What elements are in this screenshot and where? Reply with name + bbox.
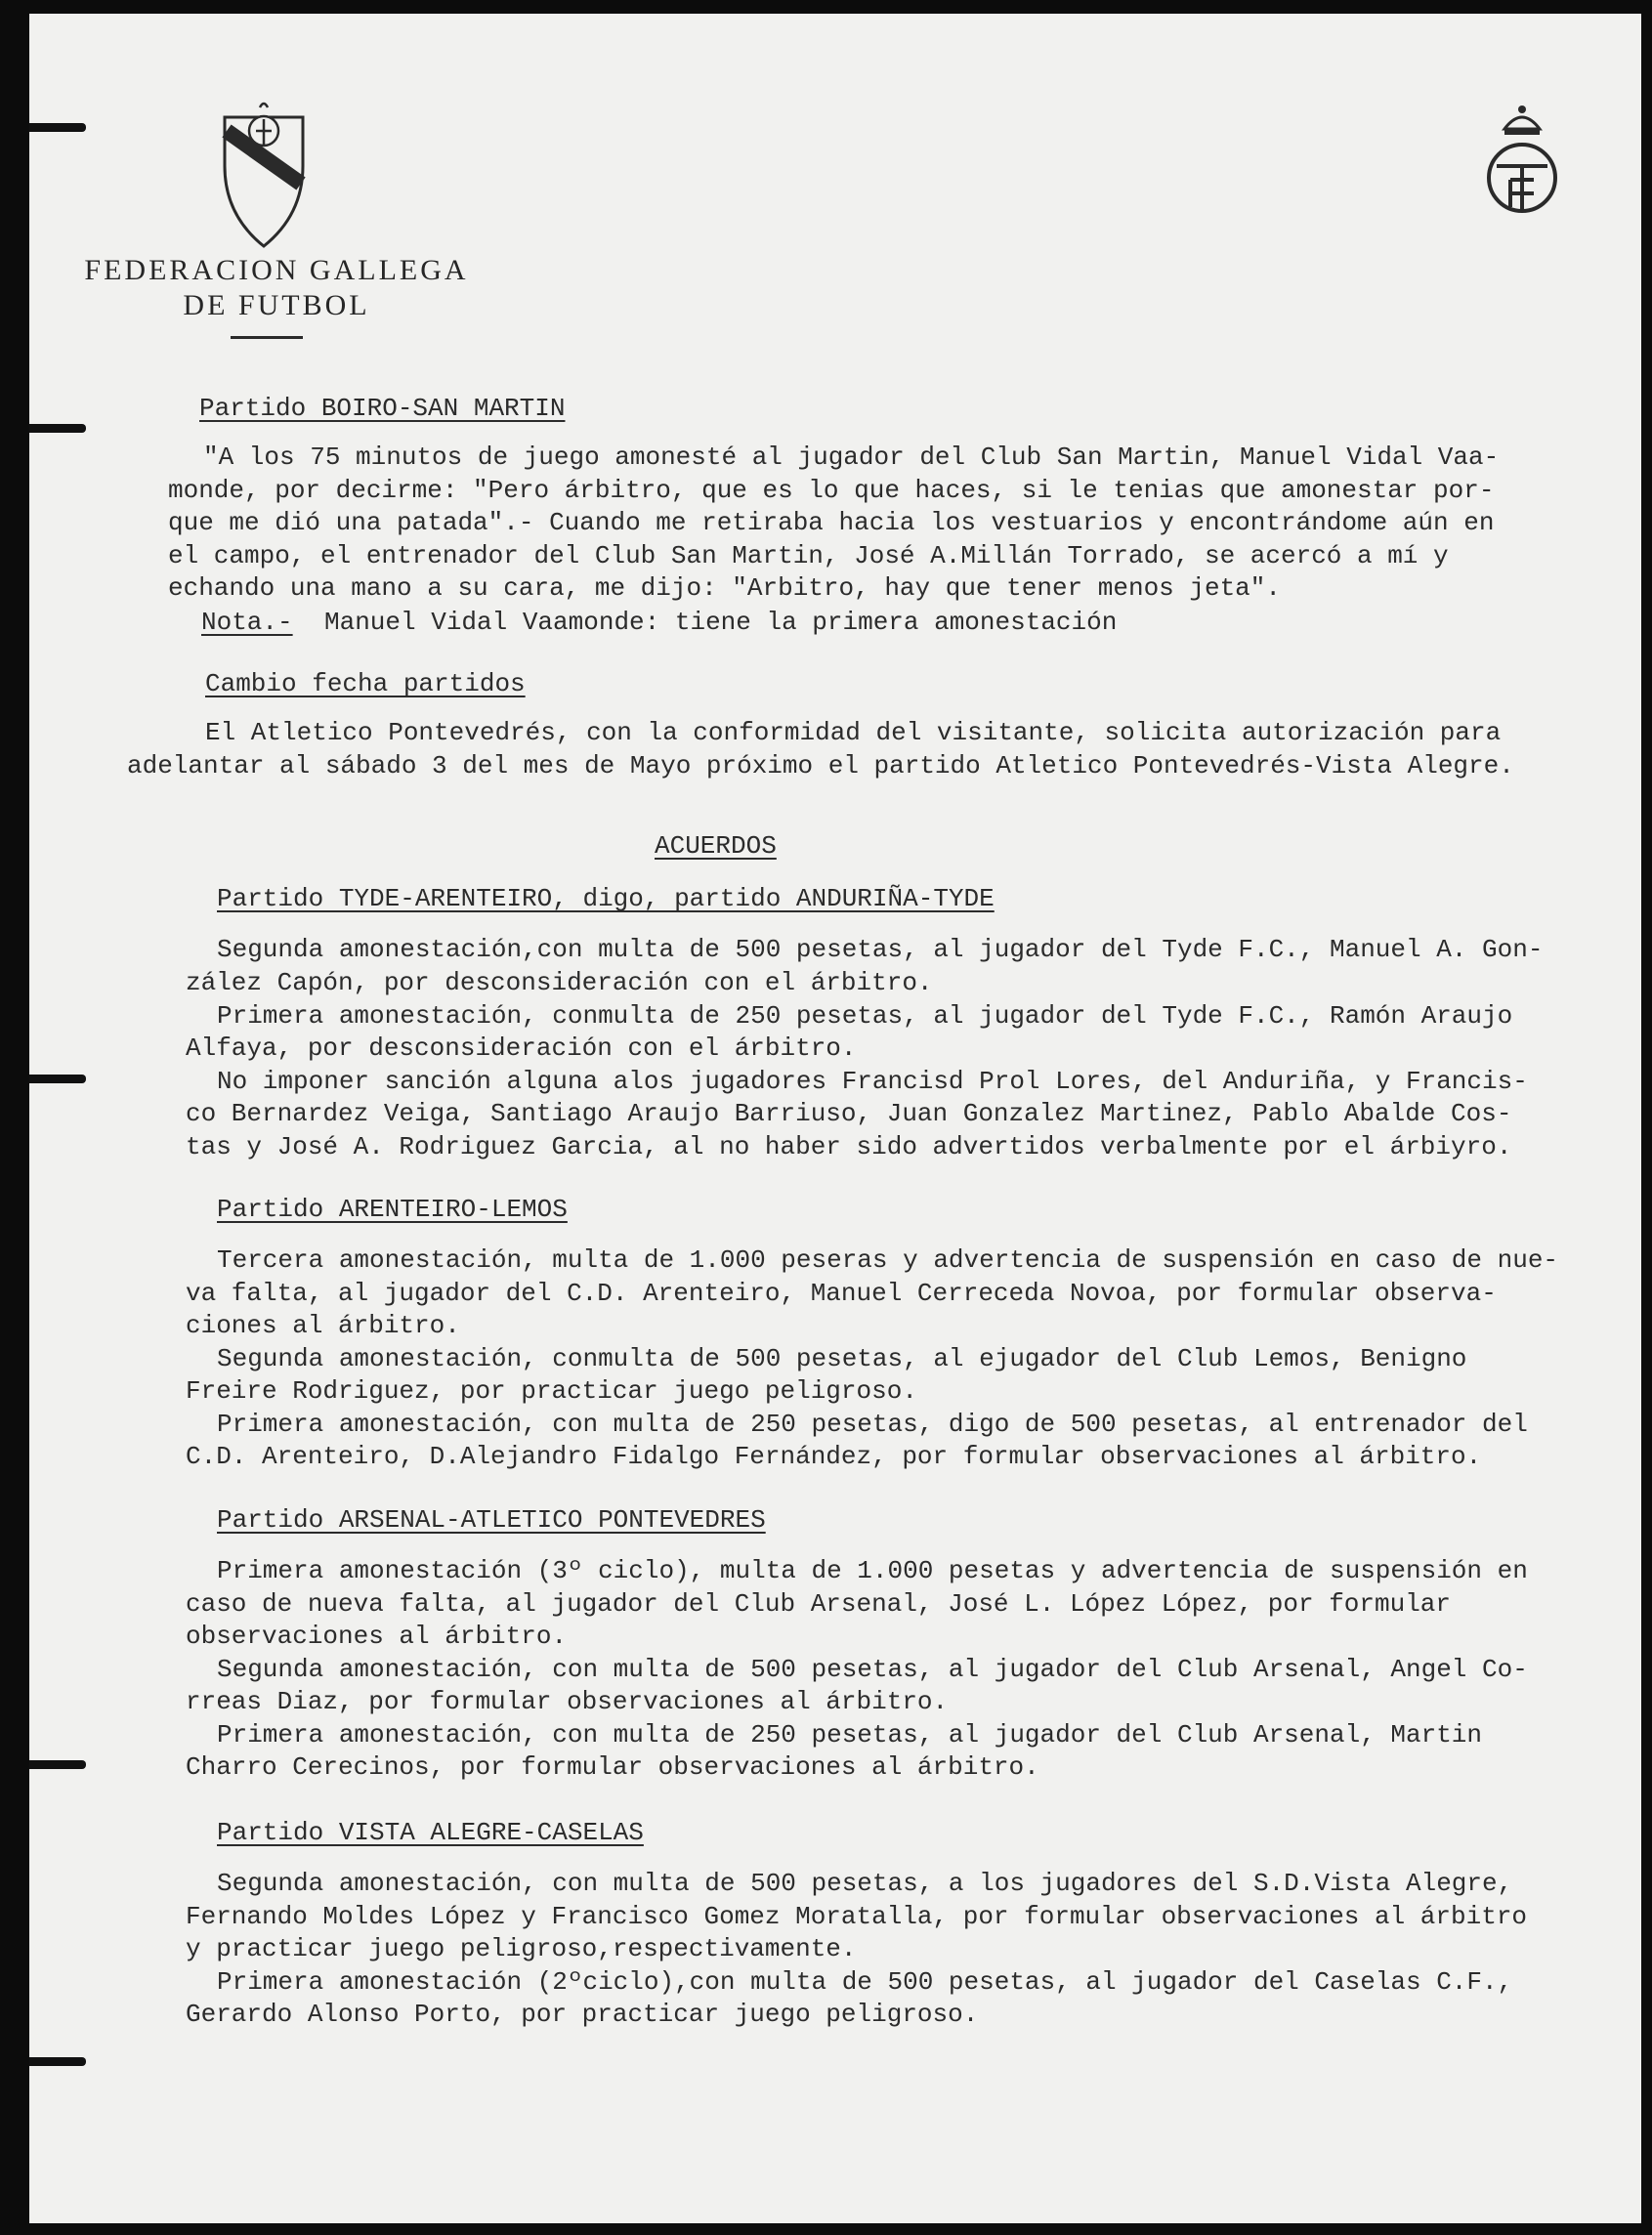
andurina-line: co Bernardez Veiga, Santiago Araujo Barriuso, Juan Gonzalez Martinez, Pablo Abalde Cos- (186, 1099, 1512, 1128)
boiro-line: echando una mano a su cara, me dijo: "Arbitro, hay que tener menos jeta". (168, 573, 1281, 603)
org-name-line2: DE FUTBOL (183, 289, 370, 321)
note-label: Nota.- (201, 608, 293, 637)
vista-line: Primera amonestación (2ºciclo),con multa de 500 pesetas, al jugador del Caselas C.F., (217, 1967, 1513, 1997)
vista-line: Fernando Moldes López y Francisco Gomez Moratalla, por formular observaciones al árbitro (186, 1902, 1528, 1931)
arsenal-line: Primera amonestación, con multa de 250 pesetas, al jugador del Club Arsenal, Martin (217, 1720, 1483, 1750)
boiro-line: que me dió una patada".- Cuando me retiraba hacia los vestuarios y encontrándome aún en (168, 508, 1495, 537)
section-heading-vista-alegre: Partido VISTA ALEGRE-CASELAS (217, 1818, 644, 1847)
arenteiro-line: ciones al árbitro. (186, 1311, 460, 1340)
arenteiro-line: va falta, al jugador del C.D. Arenteiro, Manuel Cerreceda Novoa, por formular observa- (186, 1279, 1497, 1308)
note-text: Manuel Vidal Vaamonde: tiene la primera amonestación (324, 608, 1118, 637)
arenteiro-line: Freire Rodriguez, por practicar juego peligroso. (186, 1376, 917, 1406)
cambio-line: adelantar al sábado 3 del mes de Mayo próximo el partido Atletico Pontevedrés-Vista Alegre. (127, 751, 1514, 780)
boiro-line: el campo, el entrenador del Club San Martin, José A.Millán Torrado, se acercó a mí y (168, 541, 1449, 570)
section-heading-arsenal: Partido ARSENAL-ATLETICO PONTEVEDRES (217, 1505, 766, 1535)
section-heading-acuerdos: ACUERDOS (655, 831, 777, 861)
cambio-line: El Atletico Pontevedrés, con la conformidad del visitante, solicita autorización para (205, 718, 1502, 747)
document-body (29, 14, 1641, 2223)
vista-line: Segunda amonestación, con multa de 500 pesetas, a los jugadores del S.D.Vista Alegre, (217, 1869, 1513, 1898)
arsenal-line: Primera amonestación (3º ciclo), multa de 1.000 pesetas y advertencia de suspensión en (217, 1556, 1528, 1585)
arsenal-line: Segunda amonestación, con multa de 500 pesetas, al jugador del Club Arsenal, Angel Co- (217, 1655, 1528, 1684)
vista-line: Gerardo Alonso Porto, por practicar juego peligroso. (186, 2000, 979, 2029)
document-page (29, 14, 1641, 2223)
arenteiro-line: Segunda amonestación, conmulta de 500 pesetas, al ejugador del Club Lemos, Benigno (217, 1344, 1467, 1373)
boiro-line: "A los 75 minutos de juego amonesté al jugador del Club San Martin, Manuel Vidal Vaa- (203, 443, 1500, 472)
section-heading-arenteiro: Partido ARENTEIRO-LEMOS (217, 1195, 568, 1224)
andurina-line: zález Capón, por desconsideración con el árbitro. (186, 968, 933, 997)
arsenal-line: Charro Cerecinos, por formular observaciones al árbitro. (186, 1752, 1039, 1782)
arsenal-line: caso de nueva falta, al jugador del Club Arsenal, José L. López López, por formular (186, 1589, 1452, 1619)
arsenal-line: observaciones al árbitro. (186, 1622, 568, 1651)
andurina-line: Segunda amonestación,con multa de 500 pesetas, al jugador del Tyde F.C., Manuel A. Gon- (217, 935, 1544, 964)
boiro-line: monde, por decirme: "Pero árbitro, que es lo que haces, si le tenias que amonestar por- (168, 476, 1495, 505)
section-heading-cambio: Cambio fecha partidos (205, 669, 526, 698)
org-name-line1: FEDERACION GALLEGA (84, 254, 469, 286)
section-heading-andurina: Partido TYDE-ARENTEIRO, digo, partido ANDURIÑA-TYDE (217, 884, 995, 913)
arenteiro-line: Tercera amonestación, multa de 1.000 peseras y advertencia de suspensión en caso de nue- (217, 1245, 1559, 1275)
andurina-line: No imponer sanción alguna alos jugadores Francisd Prol Lores, del Anduriña, y Francis- (217, 1067, 1528, 1096)
vista-line: y practicar juego peligroso,respectivamente. (186, 1934, 857, 1963)
section-heading-boiro: Partido BOIRO-SAN MARTIN (199, 394, 566, 423)
arenteiro-line: Primera amonestación, con multa de 250 pesetas, digo de 500 pesetas, al entrenador del (217, 1410, 1528, 1439)
andurina-line: Alfaya, por desconsideración con el árbitro. (186, 1033, 857, 1063)
arenteiro-line: C.D. Arenteiro, D.Alejandro Fidalgo Fernández, por formular observaciones al árbitro. (186, 1442, 1482, 1471)
andurina-line: tas y José A. Rodriguez Garcia, al no haber sido advertidos verbalmente por el árbiyro. (186, 1132, 1512, 1161)
arsenal-line: rreas Diaz, por formular observaciones al árbitro. (186, 1687, 949, 1716)
andurina-line: Primera amonestación, conmulta de 250 pesetas, al jugador del Tyde F.C., Ramón Araujo (217, 1001, 1513, 1031)
